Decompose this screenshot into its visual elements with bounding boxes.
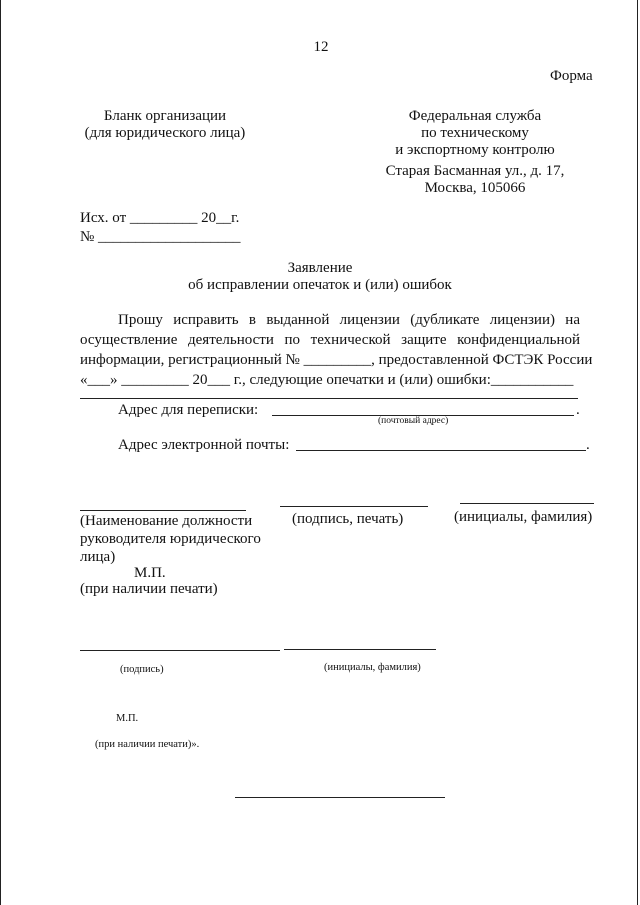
body-row-2: осуществление деятельности по технической защите конфиденциальной [80, 332, 580, 348]
email-end: . [586, 437, 590, 453]
outgoing-date-line: Исх. от _________ 20__г. [80, 210, 240, 226]
org-blank-line1: Бланк организации [103, 108, 227, 124]
signature-label: (подпись, печать) [292, 511, 404, 527]
statement-title: Заявление [287, 260, 353, 276]
errors-fill-line [80, 398, 578, 399]
initials-label: (инициалы, фамилия) [454, 509, 593, 525]
email-line [296, 450, 586, 451]
body-row-1: Прошу исправить в выданной лицензии (дубликате лицензии) на [118, 312, 580, 328]
addressee-line4: Старая Басманная ул., д. 17, [385, 163, 565, 179]
addressee-line5: Москва, 105066 [424, 180, 526, 196]
second-signature-label: (подпись) [120, 664, 164, 675]
addressee-line3: и экспортному контролю [395, 142, 555, 158]
bottom-separator-line [235, 797, 445, 798]
statement-body [80, 310, 593, 390]
right-page-edge [637, 0, 638, 905]
initials-line [460, 503, 594, 504]
second-stamp-label: М.П. [116, 713, 139, 724]
body-row-3: информации, регистрационный № _________, предоставленной ФСТЭК России [80, 352, 593, 368]
stamp-note: (при наличии печати) [80, 581, 218, 597]
email-label: Адрес электронной почты: [118, 437, 290, 453]
signature-line [280, 506, 428, 507]
left-page-edge [0, 0, 1, 905]
form-label: Форма [550, 68, 593, 84]
second-signature-line [80, 650, 280, 651]
addressee-line1: Федеральная служба [408, 108, 542, 124]
second-stamp-note: (при наличии печати)». [95, 739, 200, 750]
position-label-line1: (Наименование должности [80, 513, 253, 529]
mailing-address-hint: (почтовый адрес) [378, 416, 449, 426]
body-row-4: «___» _________ 20___ г., следующие опечатки и (или) ошибки:___________ [80, 372, 574, 388]
stamp-label: М.П. [134, 565, 166, 581]
outgoing-number-line: № ___________________ [80, 229, 241, 245]
page-number: 12 [313, 39, 329, 55]
second-initials-line [284, 649, 436, 650]
mailing-address-end: . [576, 402, 580, 418]
position-label-line2: руководителя юридического [80, 531, 261, 547]
position-label-line3: лица) [80, 549, 116, 565]
second-initials-label: (инициалы, фамилия) [324, 662, 421, 673]
org-blank-line2: (для юридического лица) [84, 125, 246, 141]
mailing-address-label: Адрес для переписки: [118, 402, 259, 418]
statement-subtitle: об исправлении опечаток и (или) ошибок [188, 277, 452, 293]
position-line [80, 510, 246, 511]
addressee-line2: по техническому [421, 125, 529, 141]
